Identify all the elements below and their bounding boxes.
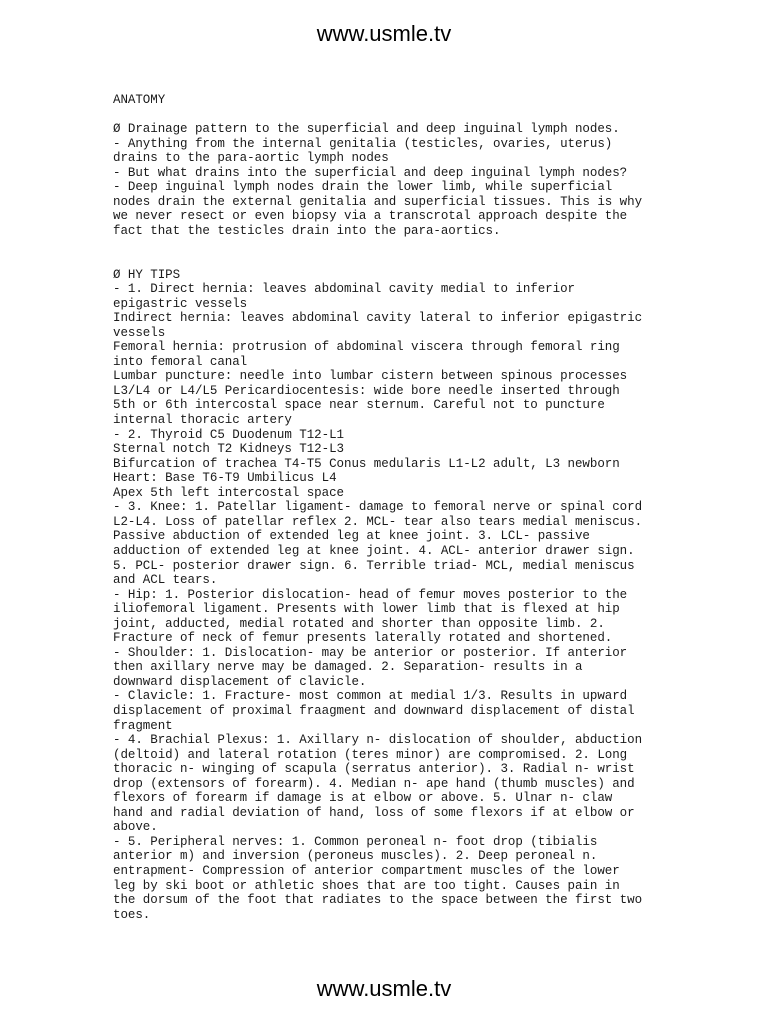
text-line: we never resect or even biopsy via a transcrotal approach despite the [113,209,628,224]
text-line: Femoral hernia: protrusion of abdominal viscera through femoral ring [113,340,620,355]
text-line: nodes drain the external genitalia and superficial tissues. This is why [113,194,643,209]
text-line: Sternal notch T2 Kidneys T12-L3 [113,442,344,457]
text-line: iliofemoral ligament. Presents with lower limb that is flexed at hip [113,602,620,617]
text-line: the dorsum of the foot that radiates to the space between the first two [113,893,643,908]
text-line: L2-L4. Loss of patellar reflex 2. MCL- tear also tears medial meniscus. [113,514,643,529]
text-line: Bifurcation of trachea T4-T5 Conus medularis L1-L2 adult, L3 newborn [113,456,620,471]
text-line: - 2. Thyroid C5 Duodenum T12-L1 [113,427,344,442]
text-line: thoracic n- winging of scapula (serratus anterior). 3. Radial n- wrist [113,762,635,777]
text-line: Ø Drainage pattern to the superficial and deep inguinal lymph nodes. [113,122,620,137]
text-line: Lumbar puncture: needle into lumbar cistern between spinous processes [113,369,628,384]
text-line: above. [113,820,158,835]
text-line: joint, adducted, medial rotated and shorter than opposite limb. 2. [113,616,605,631]
text-line: epigastric vessels [113,296,248,311]
hy-tips-section [113,268,658,923]
text-line: L3/L4 or L4/L5 Pericardiocentesis: wide bore needle inserted through [113,383,620,398]
text-line: 5. PCL- posterior drawer sign. 6. Terrible triad- MCL, medial meniscus [113,558,635,573]
text-line: Heart: Base T6-T9 Umbilicus L4 [113,471,337,486]
text-line: Ø HY TIPS [113,267,181,282]
text-line: - Shoulder: 1. Dislocation- may be anterior or posterior. If anterior [113,645,628,660]
text-line: into femoral canal [113,354,248,369]
text-line: displacement of proximal fraagment and downward displacement of distal [113,703,635,718]
text-line: hand and radial deviation of hand, loss of some flexors if at elbow or [113,805,635,820]
text-line: Indirect hernia: leaves abdominal cavity lateral to inferior epigastric [113,311,643,326]
text-line: internal thoracic artery [113,413,292,428]
text-line: vessels [113,325,166,340]
site-footer-watermark: www.usmle.tv [316,976,452,1001]
text-line: 5th or 6th intercostal space near sternum. Careful not to puncture [113,398,605,413]
spacer [113,238,658,267]
text-line: - 5. Peripheral nerves: 1. Common peroneal n- foot drop (tibialis [113,834,598,849]
text-line: - But what drains into the superficial and deep inguinal lymph nodes? [113,165,628,180]
text-line: fragment [113,718,173,733]
text-line: (deltoid) and lateral rotation (teres minor) are compromised. 2. Long [113,747,628,762]
site-header-watermark: www.usmle.tv [316,21,452,46]
text-line: toes. [113,907,151,922]
text-line: Fracture of neck of femur presents laterally rotated and shortened. [113,631,613,646]
text-line: - Anything from the internal genitalia (testicles, ovaries, uterus) [113,136,613,151]
text-line: and ACL tears. [113,573,218,588]
text-line: - Hip: 1. Posterior dislocation- head of femur moves posterior to the [113,587,628,602]
spacer [113,108,658,123]
text-line: downward displacement of clavicle. [113,674,367,689]
text-line: leg by ski boot or athletic shoes that are too tight. Causes pain in [113,878,620,893]
text-line: - Deep inguinal lymph nodes drain the lower limb, while superficial [113,180,613,195]
text-line: entrapment- Compression of anterior compartment muscles of the lower [113,863,620,878]
text-line: fact that the testicles drain into the para-aortics. [113,223,501,238]
lymph-drainage-section [113,122,658,238]
text-line: - 3. Knee: 1. Patellar ligament- damage to femoral nerve or spinal cord [113,500,643,515]
text-line: adduction of extended leg at knee joint. 4. ACL- anterior drawer sign. [113,543,635,558]
text-line: then axillary nerve may be damaged. 2. Separation- results in a [113,660,583,675]
text-line: drop (extensors of forearm). 4. Median n- ape hand (thumb muscles) and [113,776,635,791]
text-line: - 4. Brachial Plexus: 1. Axillary n- dislocation of shoulder, abduction [113,733,643,748]
text-line: Passive abduction of extended leg at knee joint. 3. LCL- passive [113,529,590,544]
text-line: - Clavicle: 1. Fracture- most common at medial 1/3. Results in upward [113,689,628,704]
text-line: - 1. Direct hernia: leaves abdominal cavity medial to inferior [113,282,575,297]
section-heading: ANATOMY [113,93,166,107]
text-line: drains to the para-aortic lymph nodes [113,151,389,166]
text-line: anterior m) and inversion (peroneus muscles). 2. Deep peroneal n. [113,849,598,864]
text-line: flexors of forearm if damage is at elbow or above. 5. Ulnar n- claw [113,791,613,806]
document-body [113,93,658,922]
text-line: Apex 5th left intercostal space [113,485,344,500]
